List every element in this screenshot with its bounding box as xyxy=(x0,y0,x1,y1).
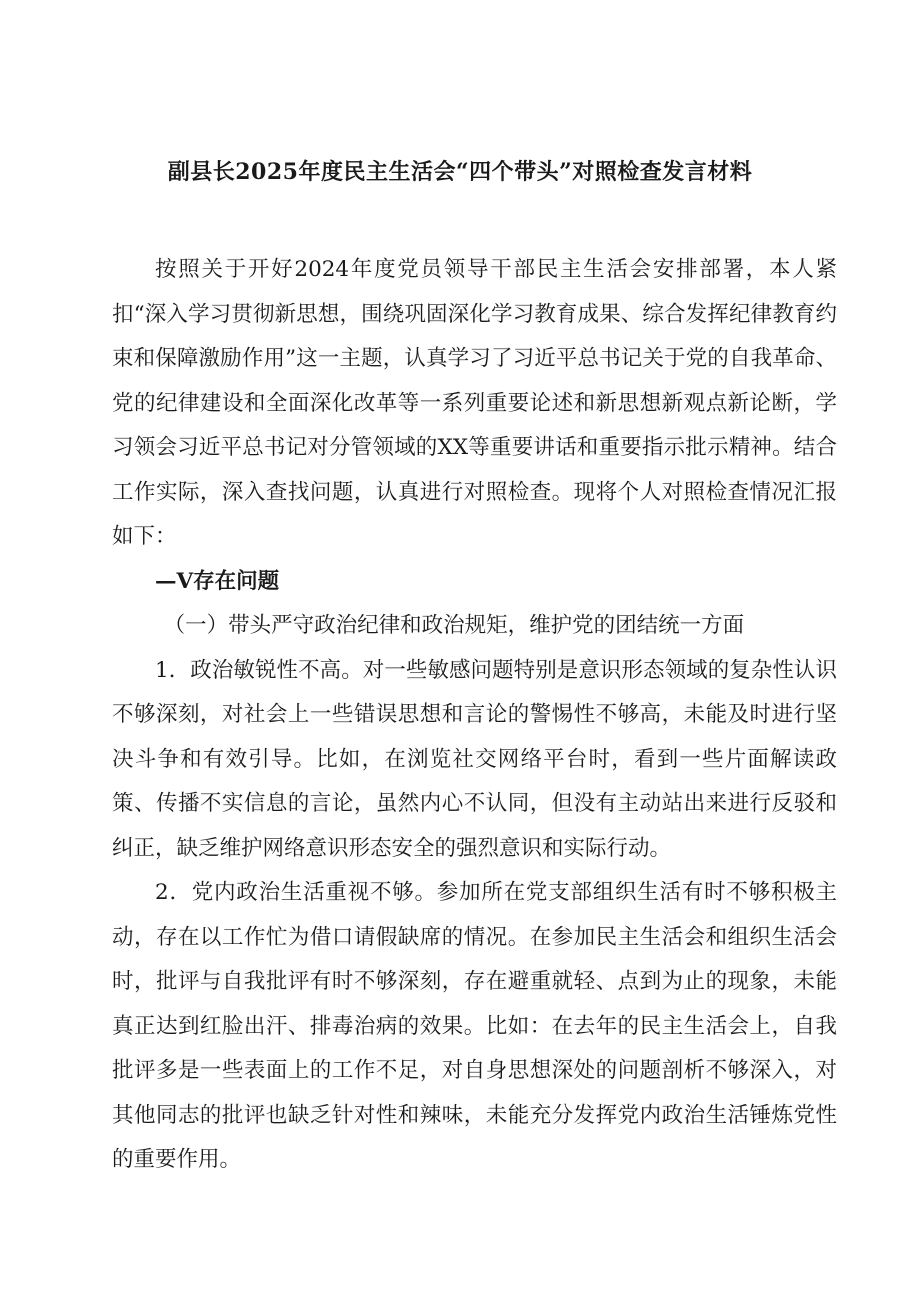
document-title: 副县长2025年度民主生活会“四个带头”对照检查发言材料 xyxy=(167,159,753,185)
section-heading: —V存在问题 xyxy=(155,568,280,594)
subsection-heading: （一）带头严守政治纪律和政治规矩，维护党的团结统一方面 xyxy=(163,613,745,638)
issue-paragraph-2: 2．党内政治生活重视不够。参加所在党支部组织生活有时不够积极主动，存在以工作忙为借口请假缺席的情况。在参加民主生活会和组织生活会时，批评与自我批评有时不够深刻，存在避重就轻、点到为止的现象，未能真正达到红脸出汗、排毒治病的效果。比如：在去年的民主生活会上，自我批评多是一些表面上的工作不足，对自身思想深处的问题剖析不够深入，对其他同志的批评也缺乏针对性和辣味，未能充分发挥党内政治生活锤炼党性的重要作用。 xyxy=(112,880,837,1172)
intro-paragraph: 按照关于开好2024年度党员领导干部民主生活会安排部署，本人紧扣“深入学习贯彻新思想，围绕巩固深化学习教育成果、综合发挥纪律教育约束和保障激励作用”这一主题，认真学习了习近平总书记关于党的自我革命、党的纪律建设和全面深化改革等一系列重要论述和新思想新观点新论断，学习领会习近平总书记对分管领域的XX等重要讲话和重要指示批示精神。结合工作实际，深入查找问题，认真进行对照检查。现将个人对照检查情况汇报如下： xyxy=(112,257,837,549)
document-body xyxy=(112,248,837,1183)
issue-paragraph-1: 1．政治敏锐性不高。对一些敏感问题特别是意识形态领域的复杂性认识不够深刻，对社会上一些错误思想和言论的警惕性不够高，未能及时进行坚决斗争和有效引导。比如，在浏览社交网络平台时，看到一些片面解读政策、传播不实信息的言论，虽然内心不认同，但没有主动站出来进行反驳和纠正，缺乏维护网络意识形态安全的强烈意识和实际行动。 xyxy=(112,657,837,861)
